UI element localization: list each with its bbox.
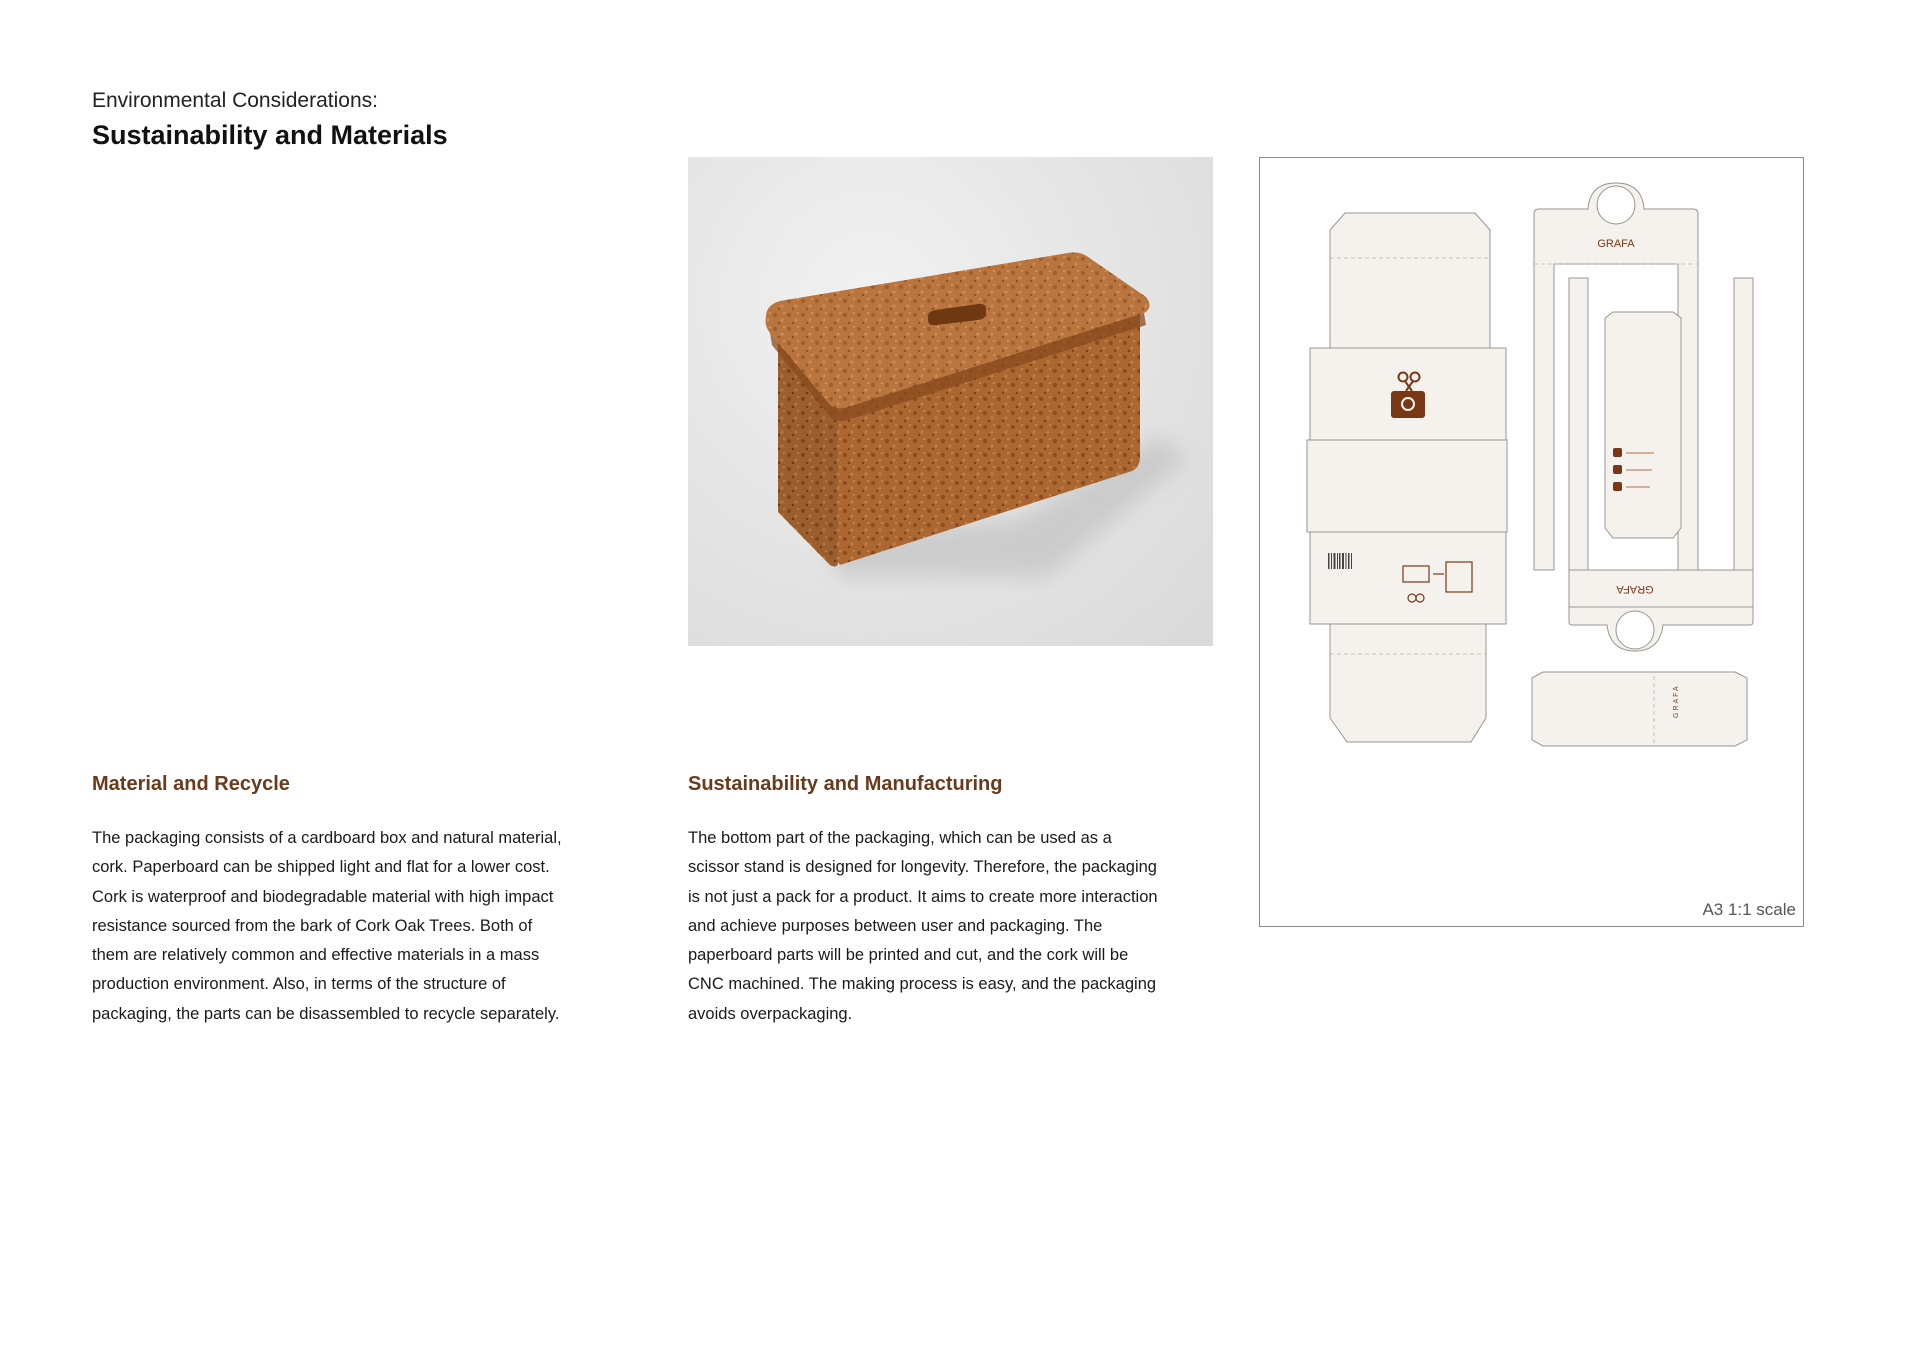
section-body-material: The packaging consists of a cardboard box and natural material, cork. Paperboard can be shipped light and flat for a lower cost. Cork is waterproof and biodegradable material with high impact resistance sourced from the bark of Cork Oak Trees. Both of them are relatively common and effective materials in a mass production environment. Also, in terms of the structure of packaging, the parts can be disassembled to recycle separately. — [92, 829, 562, 1023]
dieline-brand-top: GRAFA — [1597, 238, 1635, 250]
scale-label: A3 1:1 scale — [1702, 900, 1796, 919]
barcode-icon — [1328, 553, 1352, 569]
dieline-sheet — [1259, 157, 1804, 927]
page-kicker: Environmental Considerations: — [92, 89, 378, 112]
dieline-brand-bottom: GRAFA — [1616, 583, 1654, 595]
svg-text:GRAFA: GRAFA — [1673, 684, 1680, 718]
page-title: Sustainability and Materials — [92, 120, 448, 150]
packaging-dieline — [1260, 158, 1803, 926]
section-body-sustainability: The bottom part of the packaging, which can be used as a scissor stand is designed for longevity. Therefore, the packaging is not just a pack for a product. It aims to create more interaction and achieve purposes between user and packaging. The paperboard parts will be printed and cut, and the cork will be CNC machined. The making process is easy, and the packaging avoids overpackaging. — [688, 829, 1158, 1023]
cork-box-render — [688, 157, 1213, 646]
cork-box-illustration — [688, 157, 1213, 646]
section-heading-sustainability: Sustainability and Manufacturing — [688, 773, 1003, 795]
section-heading-material: Material and Recycle — [92, 773, 290, 795]
